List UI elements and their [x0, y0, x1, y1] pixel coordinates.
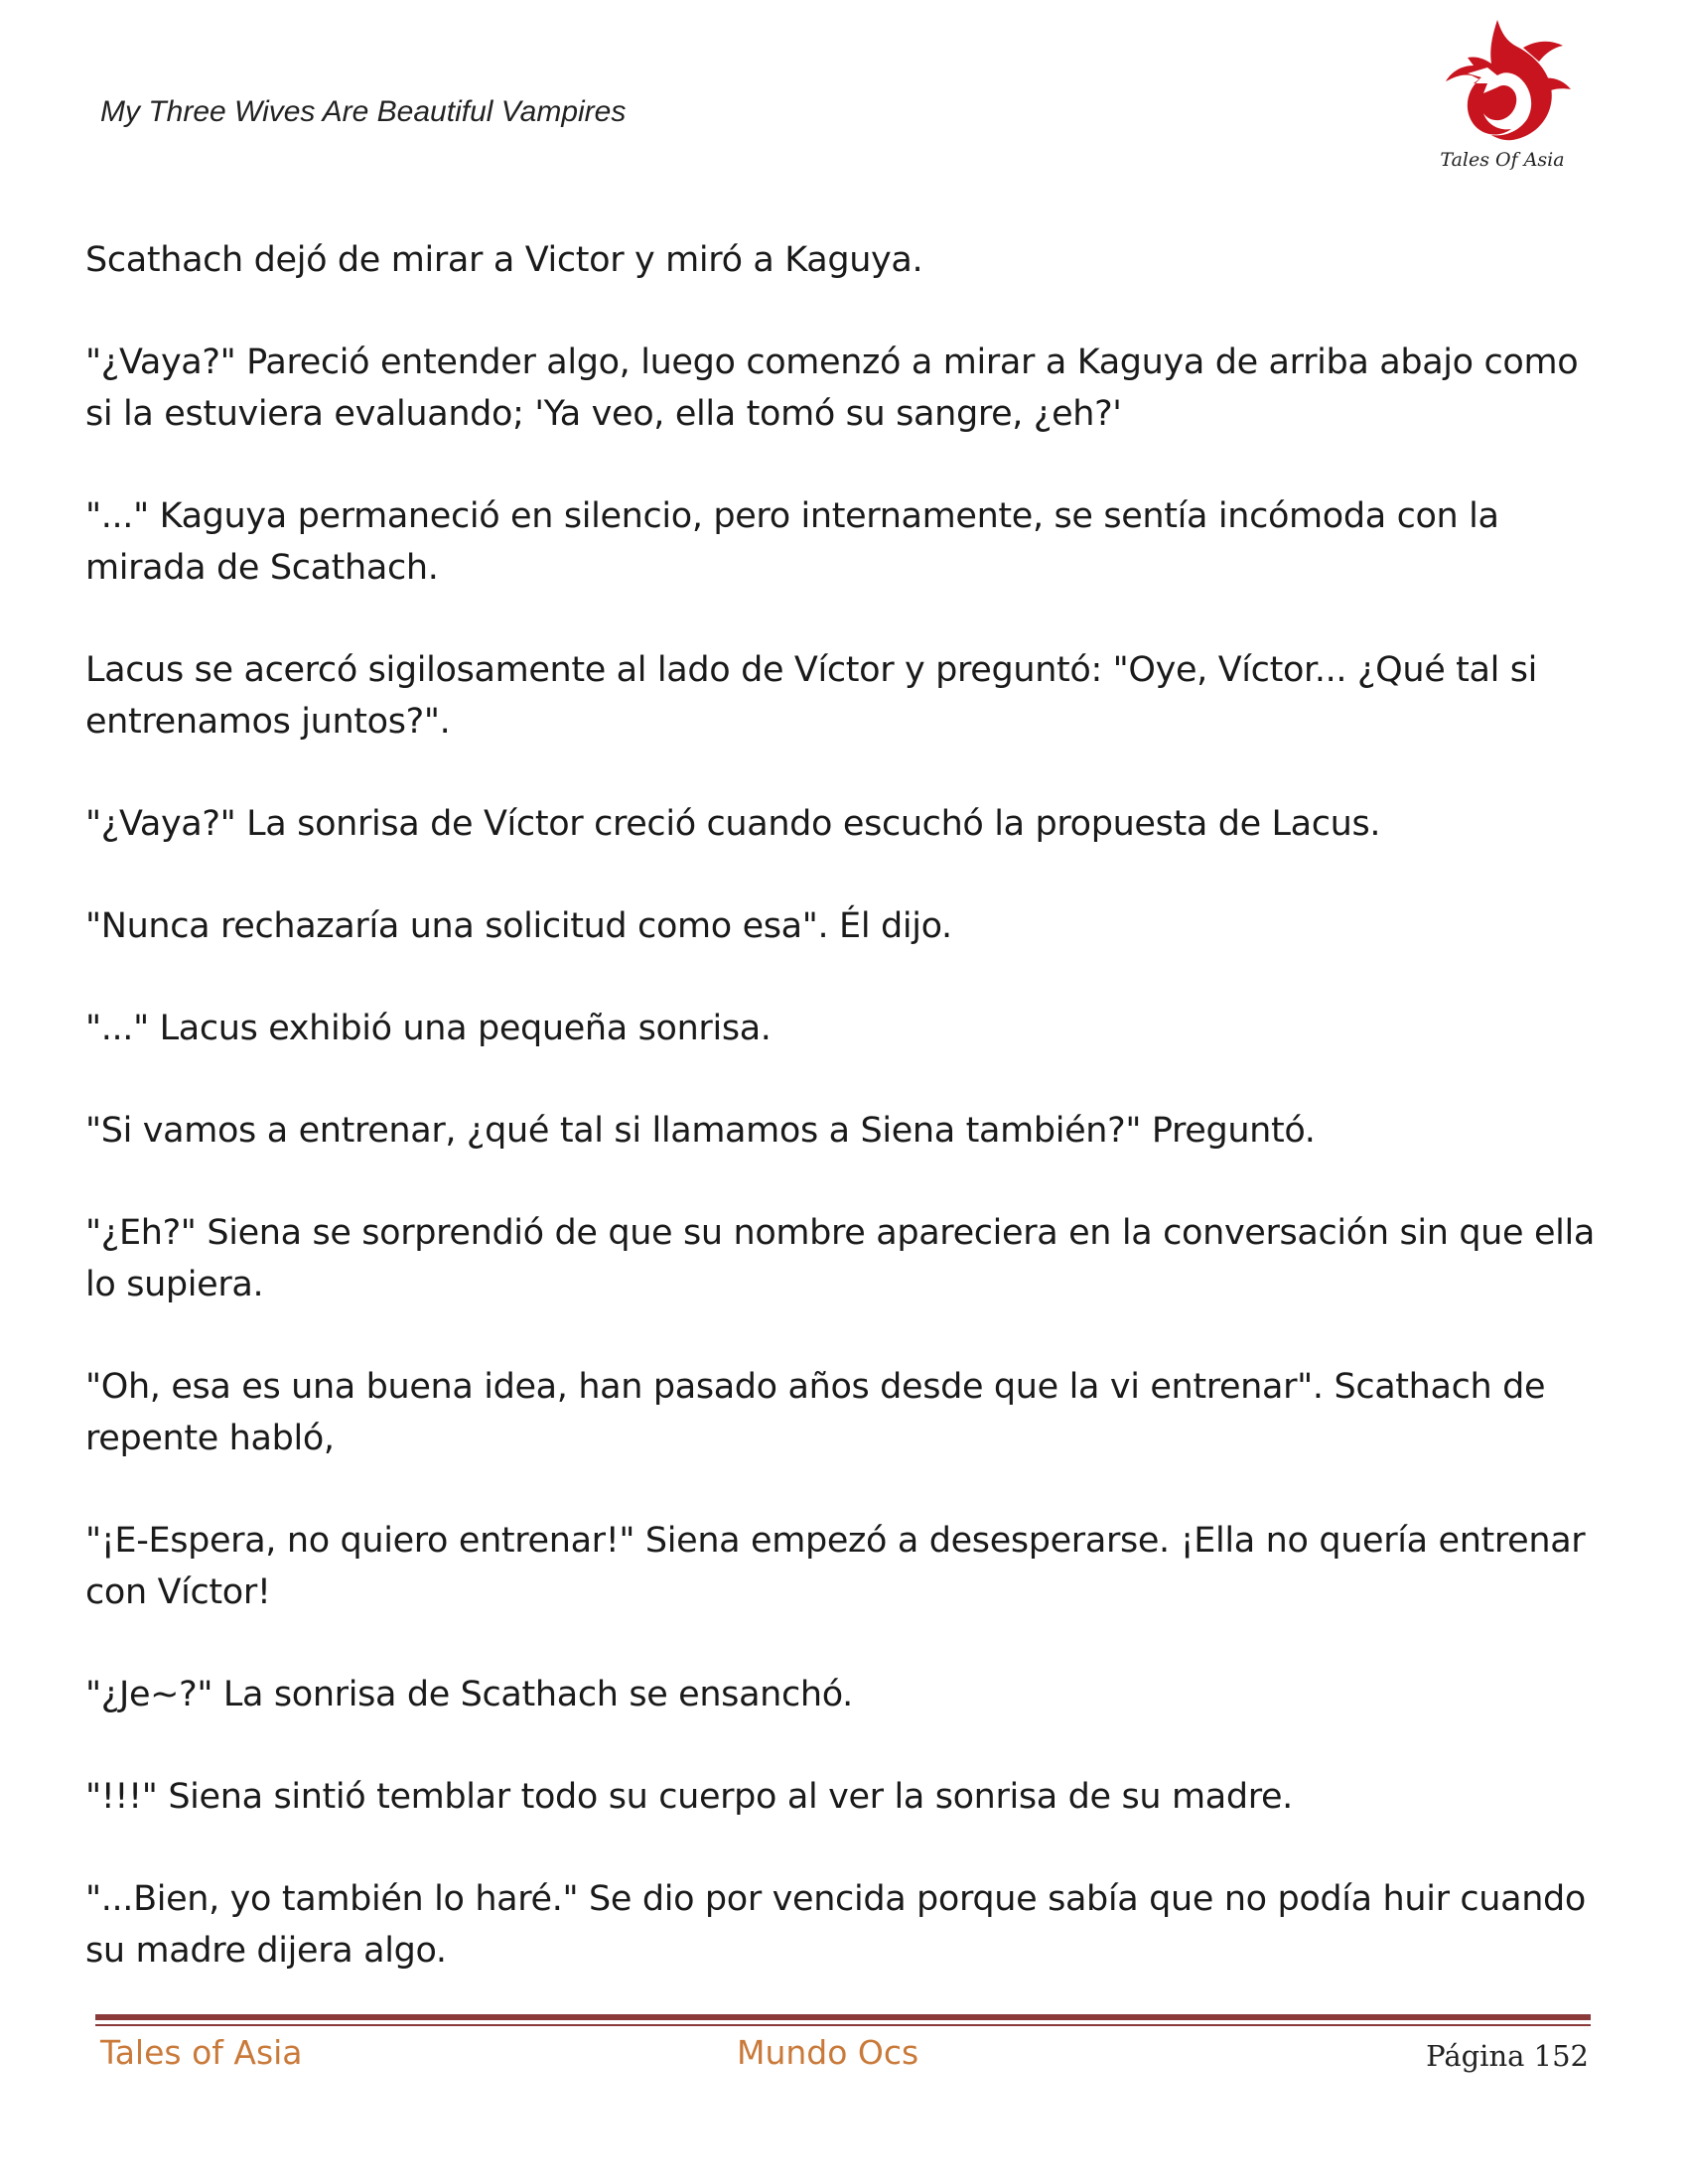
paragraph: "¡E-Espera, no quiero entrenar!" Siena empezó a desesperarse. ¡Ella no quería entrenar con Víctor! [85, 1521, 1586, 1612]
footer-group-name: Mundo Ocs [737, 2033, 919, 2072]
paragraph: "..." Lacus exhibió una pequeña sonrisa. [85, 1009, 772, 1048]
paragraph: "¿Vaya?" Pareció entender algo, luego comenzó a mirar a Kaguya de arriba abajo como si la estuviera evaluando; 'Ya veo, ella tomó su sangre, ¿eh?' [85, 342, 1579, 434]
paragraph: "Si vamos a entrenar, ¿qué tal si llamamos a Siena también?" Preguntó. [85, 1111, 1316, 1151]
paragraph: "¿Eh?" Siena se sorprendió de que su nombre apareciera en la conversación sin que ella lo supiera. [85, 1213, 1596, 1304]
logo-text: Tales Of Asia [1440, 149, 1565, 171]
footer-site-name: Tales of Asia [100, 2033, 303, 2072]
paragraph: Scathach dejó de mirar a Victor y miró a Kaguya. [85, 240, 923, 280]
dragon-logo [1428, 18, 1577, 182]
page-body [85, 234, 1615, 2027]
dragon-icon [1428, 18, 1577, 152]
paragraph: "!!!" Siena sintió temblar todo su cuerpo al ver la sonrisa de su madre. [85, 1777, 1293, 1817]
paragraph: "¿Vaya?" La sonrisa de Víctor creció cuando escuchó la propuesta de Lacus. [85, 804, 1381, 844]
paragraph: "Oh, esa es una buena idea, han pasado años desde que la vi entrenar". Scathach de repente habló, [85, 1367, 1546, 1458]
paragraph: "¿Je~?" La sonrisa de Scathach se ensanchó. [85, 1675, 853, 1714]
paragraph: "Nunca rechazaría una solicitud como esa". Él dijo. [85, 906, 952, 946]
footer-divider-thin [95, 2024, 1591, 2026]
paragraph: "...Bien, yo también lo haré." Se dio por vencida porque sabía que no podía huir cuando su madre dijera algo. [85, 1879, 1586, 1971]
paragraph: "..." Kaguya permaneció en silencio, pero internamente, se sentía incómoda con la mirada de Scathach. [85, 496, 1499, 588]
header-title: My Three Wives Are Beautiful Vampires [100, 95, 627, 128]
footer-divider [95, 2014, 1591, 2020]
paragraph: Lacus se acercó sigilosamente al lado de Víctor y preguntó: "Oye, Víctor... ¿Qué tal si entrenamos juntos?". [85, 650, 1538, 742]
page-number: Página 152 [1426, 2039, 1589, 2073]
